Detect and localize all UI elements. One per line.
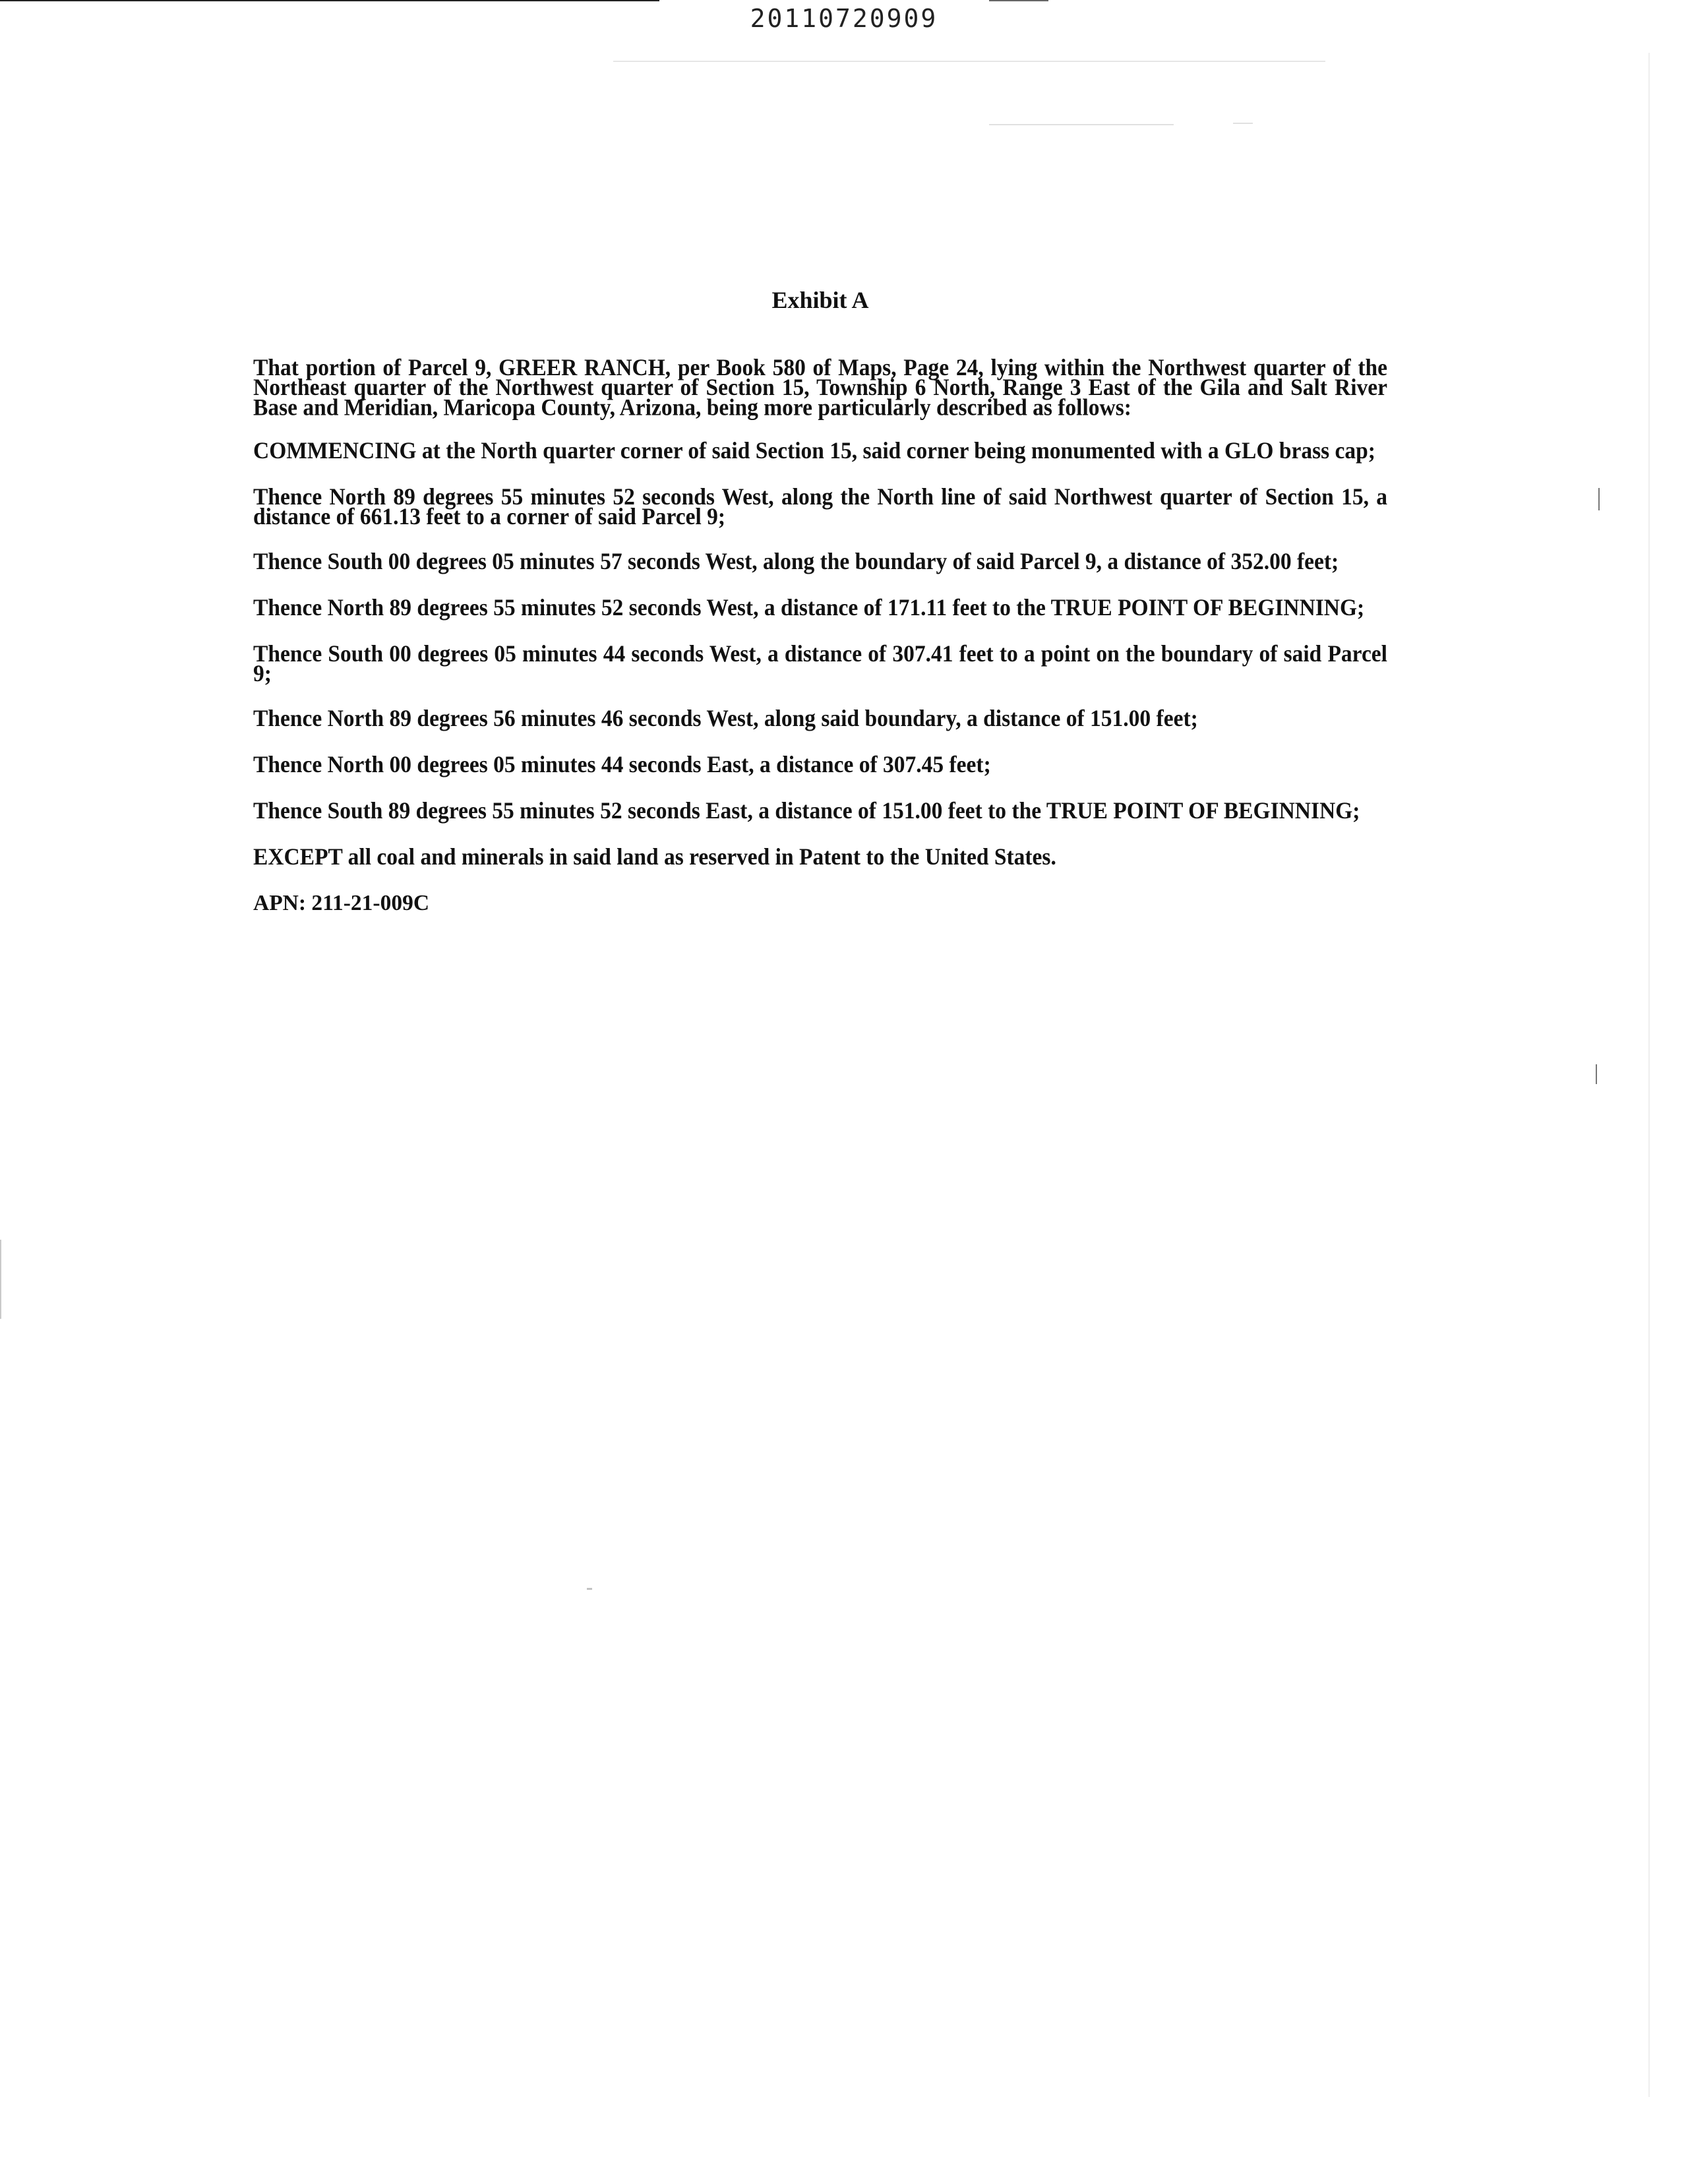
scan-artifact bbox=[587, 1588, 592, 1590]
scan-edge-mark bbox=[1596, 1064, 1597, 1084]
scan-edge-mark bbox=[0, 1240, 1, 1319]
exhibit-body bbox=[253, 280, 1387, 913]
commencing-clause: COMMENCING at the North quarter corner of said Section 15, said corner being monumented with a GLO brass cap; bbox=[253, 437, 1375, 464]
course-4: Thence South 00 degrees 05 minutes 44 seconds West, a distance of 307.41 feet to a point on the boundary of said Parcel 9; bbox=[253, 640, 1387, 687]
scan-artifact bbox=[613, 61, 1325, 62]
course-7: Thence South 89 degrees 55 minutes 52 seconds East, a distance of 151.00 feet to the TRUE POINT OF BEGINNING; bbox=[253, 797, 1360, 824]
course-5: Thence North 89 degrees 56 minutes 46 seconds West, along said boundary, a distance of 151.00 feet; bbox=[253, 705, 1198, 732]
scan-edge-mark bbox=[1648, 53, 1650, 2097]
legal-description-intro: That portion of Parcel 9, GREER RANCH, per Book 580 of Maps, Page 24, lying within the Northwest quarter of the Northeast quarter of the Northwest quarter of Section 15, Township 6 North, Range 3 East of the Gila and Salt River Base and Meridian, Maricopa County, Arizona, being more particularly described as follows: bbox=[253, 354, 1387, 421]
scan-artifact bbox=[1233, 123, 1253, 124]
scan-artifact bbox=[989, 124, 1174, 125]
exhibit-title: Exhibit A bbox=[771, 287, 869, 313]
exception-clause: EXCEPT all coal and minerals in said land as reserved in Patent to the United States. bbox=[253, 843, 1056, 870]
scan-edge-mark bbox=[1598, 488, 1600, 510]
course-2: Thence South 00 degrees 05 minutes 57 seconds West, along the boundary of said Parcel 9, a distance of 352.00 feet; bbox=[253, 548, 1339, 575]
recording-number: 20110720909 bbox=[750, 4, 938, 33]
course-1: Thence North 89 degrees 55 minutes 52 seconds West, along the North line of said Northwest quarter of Section 15, a distance of 661.13 feet to a corner of said Parcel 9; bbox=[253, 483, 1387, 530]
course-3: Thence North 89 degrees 55 minutes 52 seconds West, a distance of 171.11 feet to the TRUE POINT OF BEGINNING; bbox=[253, 594, 1365, 621]
course-6: Thence North 00 degrees 05 minutes 44 seconds East, a distance of 307.45 feet; bbox=[253, 751, 991, 778]
apn-number: APN: 211-21-009C bbox=[253, 891, 430, 915]
